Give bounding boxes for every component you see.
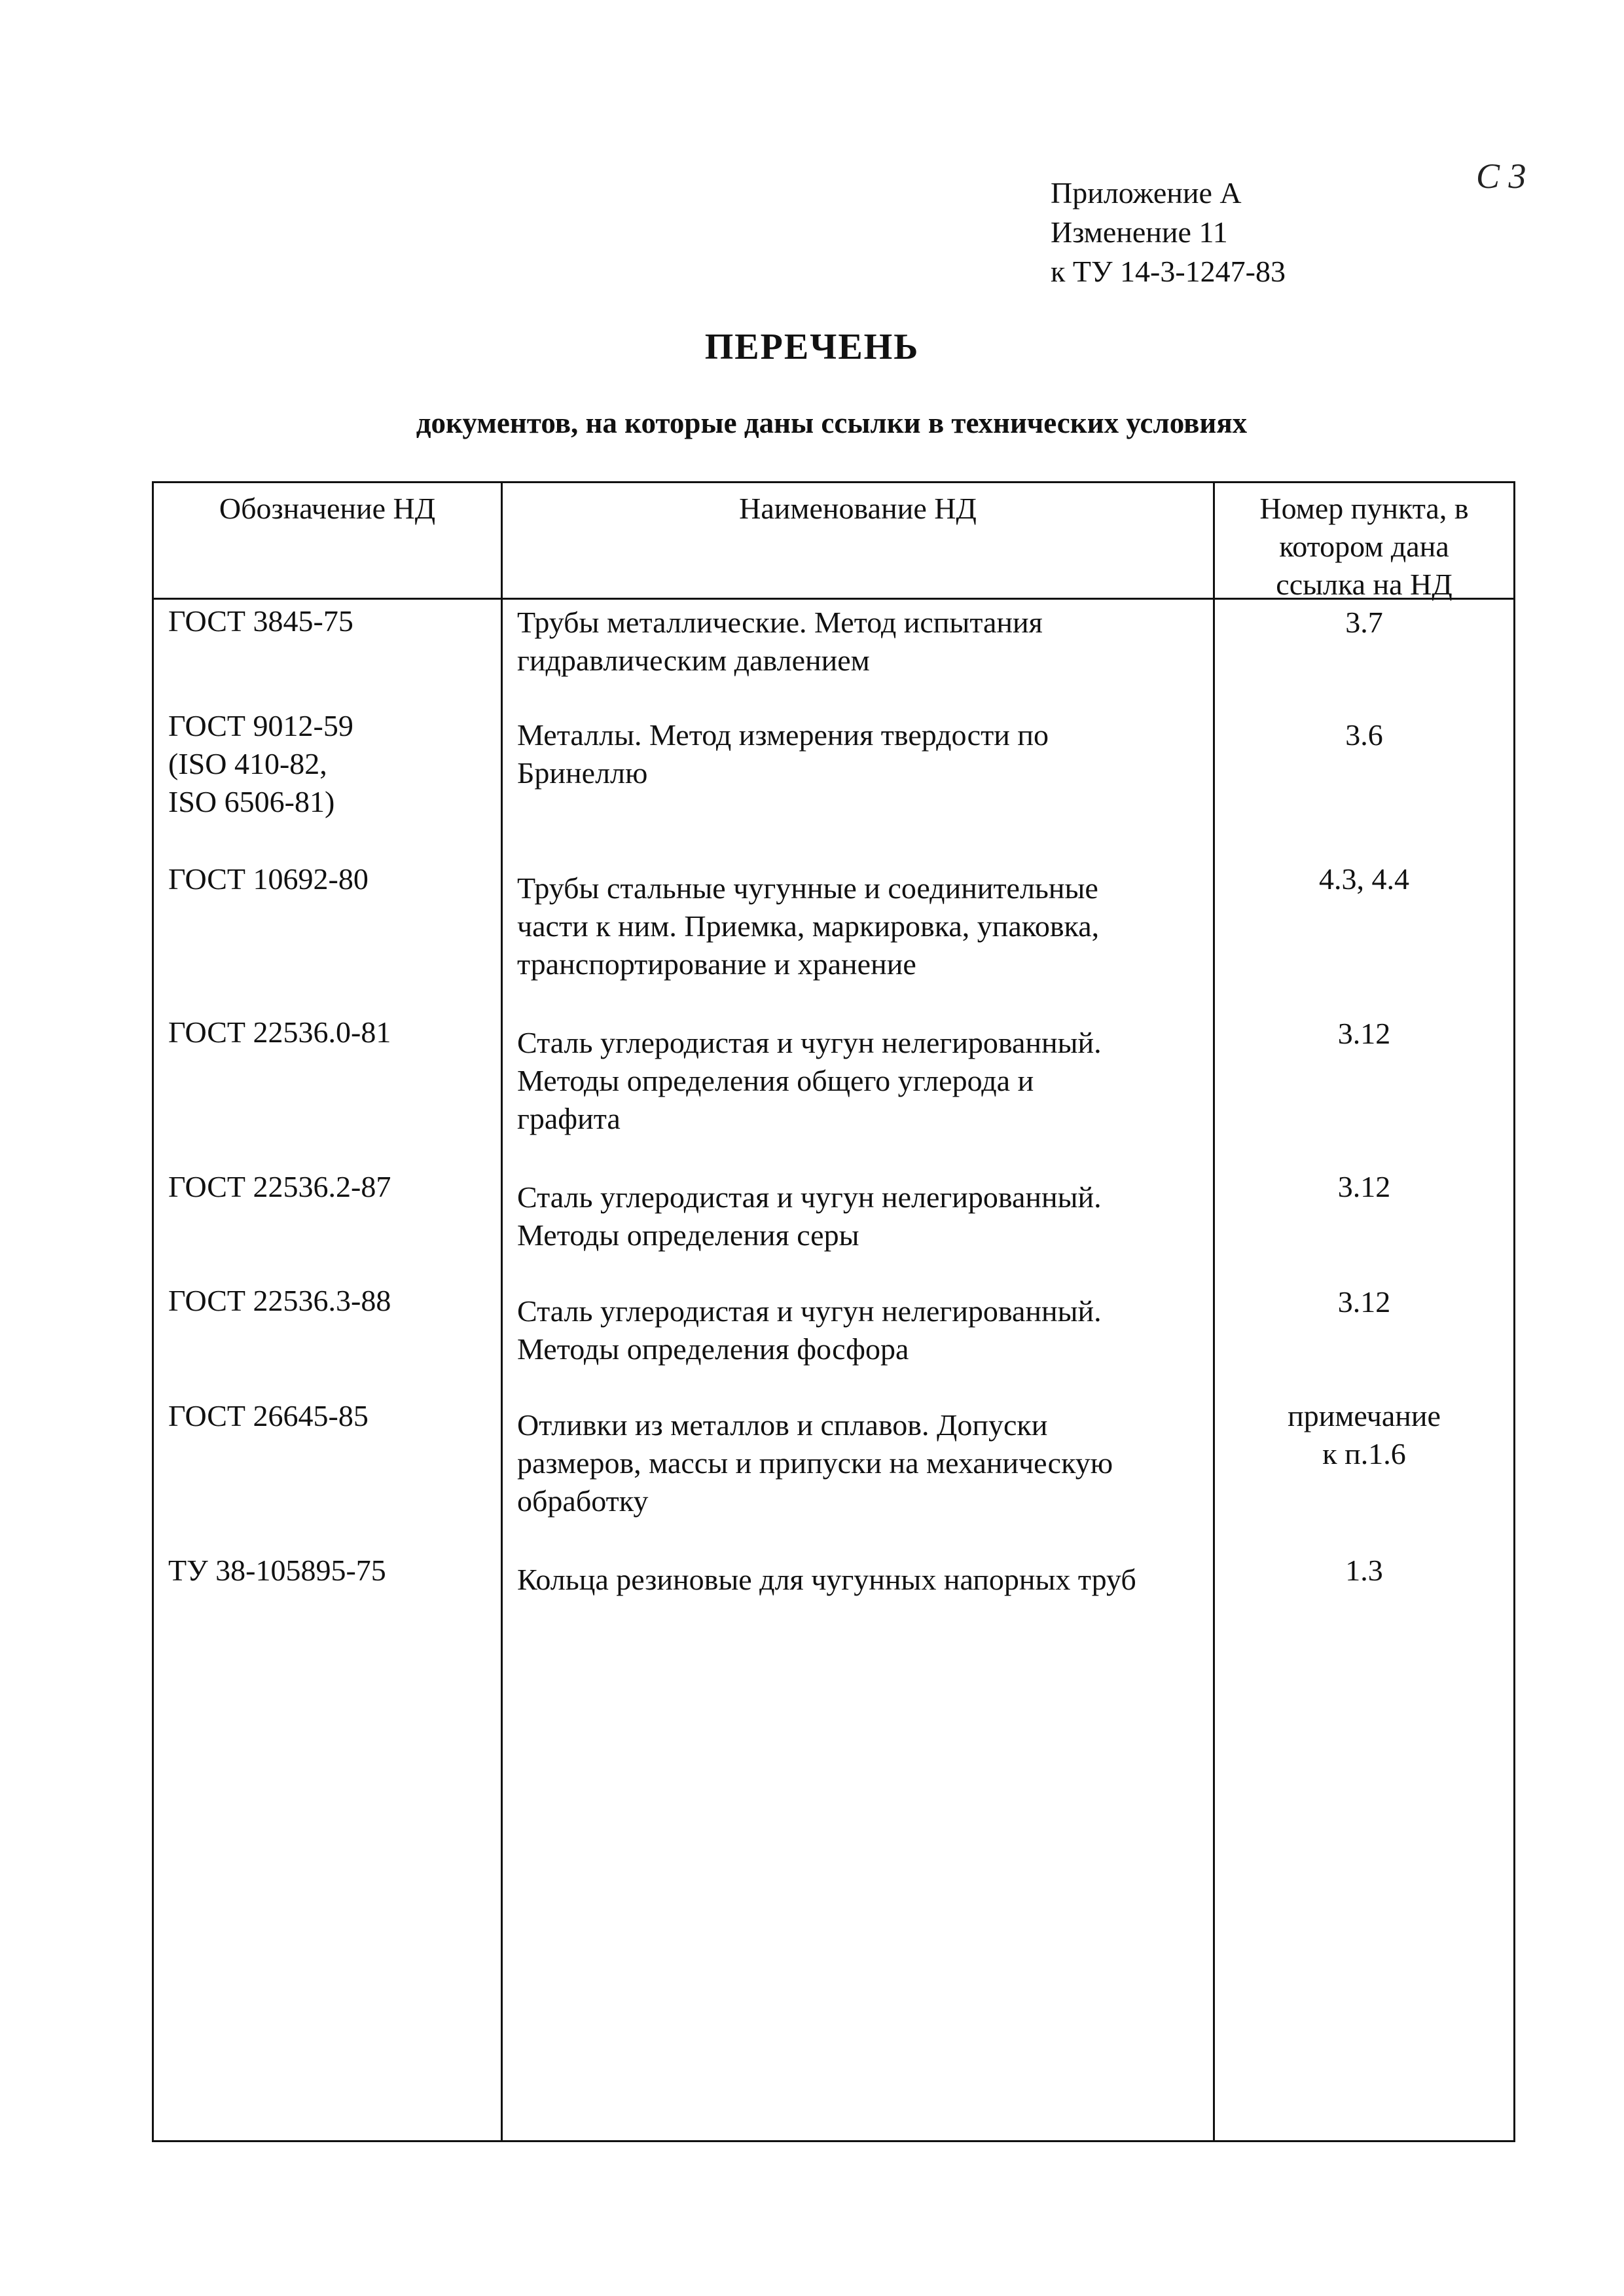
column-header-name: Наименование НД <box>739 492 977 525</box>
table-cell-clause: 3.12 <box>1337 1285 1391 1319</box>
page-number-mark: С 3 <box>1476 156 1526 196</box>
table-cell-name: Сталь углеродистая и чугун нелегированный. Методы определения серы <box>517 1180 1102 1252</box>
table-cell-clause: 1.3 <box>1345 1554 1383 1587</box>
table-cell-name: Сталь углеродистая и чугун нелегированный. Методы определения фосфора <box>517 1294 1102 1366</box>
appendix-label: Приложение А <box>1051 176 1242 210</box>
table-cell-code: ГОСТ 22536.2-87 <box>168 1170 391 1203</box>
reference-documents-table <box>152 481 1515 2142</box>
table-cell-name: Отливки из металлов и сплавов. Допуски размеров, массы и припуски на механическую обработку <box>517 1408 1113 1518</box>
document-title: ПЕРЕЧЕНЬ <box>704 327 920 367</box>
table-cell-name: Сталь углеродистая и чугун нелегированный. Методы определения общего углерода и графита <box>517 1026 1102 1135</box>
table-cell-code: ГОСТ 22536.3-88 <box>168 1284 391 1317</box>
table-cell-code: ГОСТ 3845-75 <box>168 604 353 638</box>
table-cell-name: Кольца резиновые для чугунных напорных труб <box>517 1563 1136 1596</box>
table-cell-code: ГОСТ 10692-80 <box>168 862 369 896</box>
table-cell-code: ТУ 38-105895-75 <box>168 1554 386 1587</box>
table-cell-clause: 4.3, 4.4 <box>1319 862 1409 896</box>
table-cell-clause: 3.12 <box>1337 1017 1391 1050</box>
column-header-clause: Номер пункта, в котором дана ссылка на НД <box>1259 492 1469 601</box>
table-cell-name: Трубы стальные чугунные и соединительные части к ним. Приемка, маркировка, упаковка, транспортирование и хранение <box>517 871 1100 981</box>
column-divider <box>501 483 503 2140</box>
amendment-label: Изменение 11 <box>1051 215 1228 249</box>
spec-reference: к ТУ 14-3-1247-83 <box>1051 255 1286 288</box>
table-cell-clause: 3.12 <box>1337 1170 1391 1203</box>
table-cell-clause: 3.6 <box>1345 718 1383 752</box>
table-cell-name: Металлы. Метод измерения твердости по Бринеллю <box>517 718 1049 790</box>
appendix-header <box>1051 173 1286 291</box>
table-cell-code: ГОСТ 9012-59 (ISO 410-82, ISO 6506-81) <box>168 709 353 818</box>
table-cell-clause: примечание к п.1.6 <box>1288 1399 1441 1470</box>
table-cell-code: ГОСТ 22536.0-81 <box>168 1015 391 1049</box>
table-cell-code: ГОСТ 26645-85 <box>168 1399 369 1432</box>
table-cell-clause: 3.7 <box>1345 606 1383 639</box>
table-cell-name: Трубы металлические. Метод испытания гидравлическим давлением <box>517 606 1043 677</box>
column-header-code: Обозначение НД <box>219 492 436 525</box>
document-subtitle: документов, на которые даны ссылки в технических условиях <box>416 407 1248 439</box>
